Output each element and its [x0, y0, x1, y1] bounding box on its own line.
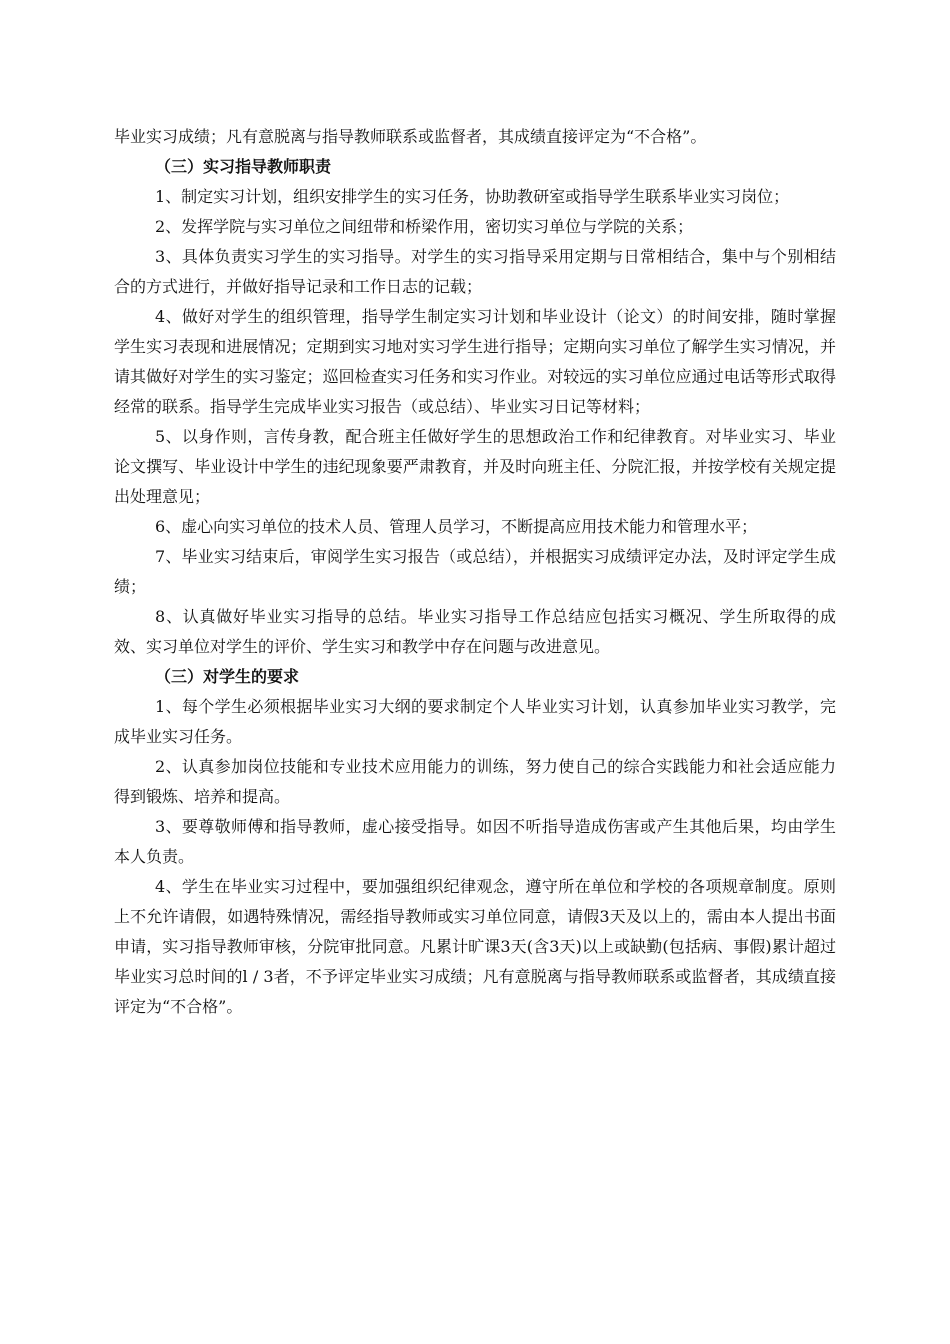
document-page	[114, 122, 836, 1022]
duty-item-5: 5、以身作则，言传身教，配合班主任做好学生的思想政治工作和纪律教育。对毕业实习、毕业论文撰写、毕业设计中学生的违纪现象要严肃教育，并及时向班主任、分院汇报，并按学校有关规定提出处理意见；	[114, 427, 836, 506]
requirement-item-4: 4、学生在毕业实习过程中，要加强组织纪律观念，遵守所在单位和学校的各项规章制度。原则上不允许请假，如遇特殊情况，需经指导教师或实习单位同意，请假3天及以上的，需由本人提出书面申请，实习指导教师审核，分院审批同意。凡累计旷课3天(含3天)以上或缺勤(包括病、事假)累计超过毕业实习总时间的l / 3者，不予评定毕业实习成绩；凡有意脱离与指导教师联系或监督者，其成绩直接评定为“不合格”。	[114, 877, 836, 1016]
duty-item-3: 3、具体负责实习学生的实习指导。对学生的实习指导采用定期与日常相结合，集中与个别相结合的方式进行，并做好指导记录和工作日志的记载；	[114, 247, 836, 296]
requirement-item-1: 1、每个学生必须根据毕业实习大纲的要求制定个人毕业实习计划，认真参加毕业实习教学，完成毕业实习任务。	[114, 697, 836, 746]
duty-item-4: 4、做好对学生的组织管理，指导学生制定实习计划和毕业设计（论文）的时间安排，随时掌握学生实习表现和进展情况；定期到实习地对实习学生进行指导；定期向实习单位了解学生实习情况，并请其做好对学生的实习鉴定；巡回检查实习任务和实习作业。对较远的实习单位应通过电话等形式取得经常的联系。指导学生完成毕业实习报告（或总结）、毕业实习日记等材料；	[114, 307, 836, 416]
duty-item-1: 1、制定实习计划，组织安排学生的实习任务，协助教研室或指导学生联系毕业实习岗位；	[155, 187, 790, 206]
requirement-item-2: 2、认真参加岗位技能和专业技术应用能力的训练，努力使自己的综合实践能力和社会适应能力得到锻炼、培养和提高。	[114, 757, 836, 806]
requirement-item-3: 3、要尊敬师傅和指导教师，虚心接受指导。如因不听指导造成伤害或产生其他后果，均由学生本人负责。	[114, 817, 836, 866]
duty-item-6: 6、虚心向实习单位的技术人员、管理人员学习，不断提高应用技术能力和管理水平；	[155, 517, 758, 536]
section-heading-supervisor-duties: （三）实习指导教师职责	[155, 157, 332, 176]
duty-item-7: 7、毕业实习结束后，审阅学生实习报告（或总结），并根据实习成绩评定办法，及时评定学生成绩；	[114, 547, 836, 596]
section-heading-student-requirements: （三）对学生的要求	[155, 667, 300, 686]
duty-item-8: 8、认真做好毕业实习指导的总结。毕业实习指导工作总结应包括实习概况、学生所取得的成效、实习单位对学生的评价、学生实习和教学中存在问题与改进意见。	[114, 607, 836, 656]
duty-item-2: 2、发挥学院与实习单位之间纽带和桥梁作用，密切实习单位与学院的关系；	[155, 217, 694, 236]
paragraph-continuation: 毕业实习成绩；凡有意脱离与指导教师联系或监督者，其成绩直接评定为“不合格”。	[114, 127, 707, 146]
